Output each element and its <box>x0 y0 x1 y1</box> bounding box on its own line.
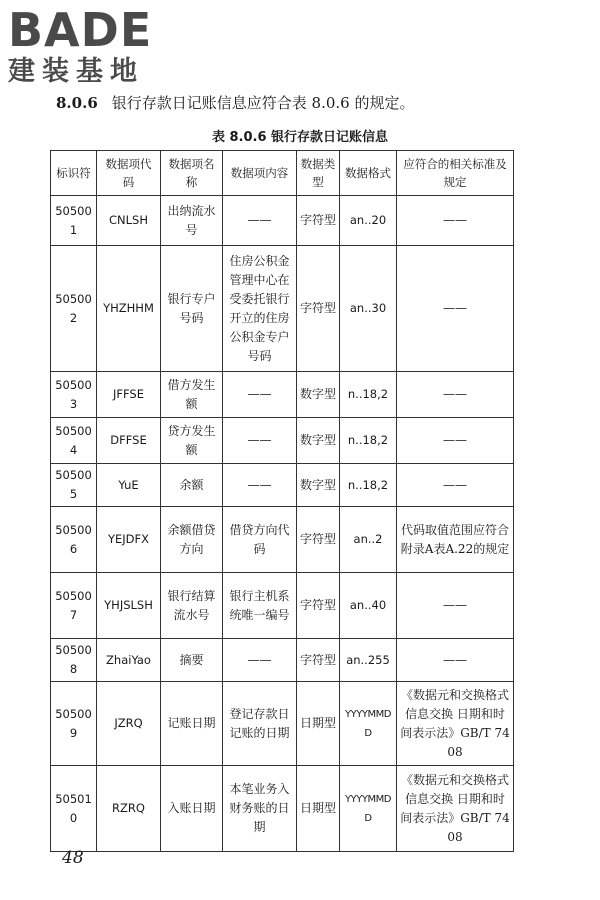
cell-format: YYYYMMDD <box>340 682 397 766</box>
cell-code: YuE <box>97 464 161 507</box>
table-row <box>51 464 514 507</box>
cell-id: 505002 <box>51 246 97 372</box>
cell-code: DFFSE <box>97 418 161 464</box>
cell-name: 银行专户号码 <box>161 246 223 372</box>
cell-code: YHJSLSH <box>97 573 161 639</box>
table-header-row <box>51 151 514 196</box>
table-row <box>51 372 514 418</box>
header-standard: 应符合的相关标准及规定 <box>397 151 514 196</box>
cell-content: 银行主机系统唯一编号 <box>223 573 297 639</box>
cell-content: —— <box>223 372 297 418</box>
cell-code: YHZHHM <box>97 246 161 372</box>
brand-logo <box>8 3 178 94</box>
cell-id: 505005 <box>51 464 97 507</box>
cell-name: 出纳流水号 <box>161 196 223 246</box>
header-item-code: 数据项代码 <box>97 151 161 196</box>
cell-format: n..18,2 <box>340 372 397 418</box>
cell-format: an..40 <box>340 573 397 639</box>
cell-content: 登记存款日记账的日期 <box>223 682 297 766</box>
cell-standard: —— <box>397 573 514 639</box>
cell-name: 摘要 <box>161 639 223 682</box>
cell-format: n..18,2 <box>340 464 397 507</box>
cell-name: 入账日期 <box>161 766 223 852</box>
cell-name: 记账日期 <box>161 682 223 766</box>
cell-id: 505010 <box>51 766 97 852</box>
cell-standard: —— <box>397 639 514 682</box>
cell-code: RZRQ <box>97 766 161 852</box>
table-row <box>51 639 514 682</box>
cell-format: n..18,2 <box>340 418 397 464</box>
table-title: 表 8.0.6 银行存款日记账信息 <box>211 130 389 145</box>
cell-code: YEJDFX <box>97 507 161 573</box>
cell-content: —— <box>223 464 297 507</box>
cell-id: 505007 <box>51 573 97 639</box>
logo-wordmark: BADE <box>8 3 153 57</box>
header-data-format: 数据格式 <box>340 151 397 196</box>
cell-type: 数字型 <box>297 372 340 418</box>
header-item-content: 数据项内容 <box>223 151 297 196</box>
header-item-name: 数据项名称 <box>161 151 223 196</box>
table-row <box>51 507 514 573</box>
cell-name: 贷方发生额 <box>161 418 223 464</box>
cell-name: 余额 <box>161 464 223 507</box>
table-row <box>51 246 514 372</box>
cell-type: 日期型 <box>297 766 340 852</box>
section-text: 银行存款日记账信息应符合表 8.0.6 的规定。 <box>111 94 415 112</box>
section-number: 8.0.6 <box>56 94 98 112</box>
cell-standard: 代码取值范围应符合附录A表A.22的规定 <box>397 507 514 573</box>
cell-content: 住房公积金管理中心在受委托银行开立的住房公积金专户号码 <box>223 246 297 372</box>
cell-type: 字符型 <box>297 507 340 573</box>
cell-format: an..30 <box>340 246 397 372</box>
section-heading <box>56 92 414 113</box>
cell-code: CNLSH <box>97 196 161 246</box>
cell-standard: —— <box>397 246 514 372</box>
table-row <box>51 573 514 639</box>
cell-type: 字符型 <box>297 246 340 372</box>
cell-content: —— <box>223 196 297 246</box>
cell-code: JFFSE <box>97 372 161 418</box>
cell-content: —— <box>223 639 297 682</box>
cell-format: YYYYMMDD <box>340 766 397 852</box>
cell-format: an..20 <box>340 196 397 246</box>
cell-name: 借方发生额 <box>161 372 223 418</box>
table-row <box>51 682 514 766</box>
cell-name: 余额借贷方向 <box>161 507 223 573</box>
cell-id: 505003 <box>51 372 97 418</box>
cell-id: 505009 <box>51 682 97 766</box>
cell-standard: —— <box>397 196 514 246</box>
cell-standard: 《数据元和交换格式 信息交换 日期和时间表示法》GB/T 7408 <box>397 682 514 766</box>
table-row <box>51 766 514 852</box>
cell-id: 505006 <box>51 507 97 573</box>
table-row <box>51 418 514 464</box>
cell-format: an..255 <box>340 639 397 682</box>
cell-content: —— <box>223 418 297 464</box>
header-data-type: 数据类型 <box>297 151 340 196</box>
cell-content: 借贷方向代码 <box>223 507 297 573</box>
cell-id: 505008 <box>51 639 97 682</box>
cell-id: 505001 <box>51 196 97 246</box>
cell-name: 银行结算流水号 <box>161 573 223 639</box>
cell-type: 字符型 <box>297 196 340 246</box>
cell-code: JZRQ <box>97 682 161 766</box>
cell-standard: 《数据元和交换格式 信息交换 日期和时间表示法》GB/T 7408 <box>397 766 514 852</box>
cell-code: ZhaiYao <box>97 639 161 682</box>
logo-subtitle: 建装基地 <box>8 56 144 87</box>
page-number: 48 <box>62 848 84 868</box>
cell-type: 字符型 <box>297 573 340 639</box>
table-row <box>51 196 514 246</box>
cell-content: 本笔业务入财务账的日期 <box>223 766 297 852</box>
cell-type: 数字型 <box>297 464 340 507</box>
header-identifier: 标识符 <box>51 151 97 196</box>
cell-type: 日期型 <box>297 682 340 766</box>
cell-type: 字符型 <box>297 639 340 682</box>
cell-standard: —— <box>397 464 514 507</box>
cell-standard: —— <box>397 418 514 464</box>
cell-type: 数字型 <box>297 418 340 464</box>
cell-standard: —— <box>397 372 514 418</box>
cell-format: an..2 <box>340 507 397 573</box>
cell-id: 505004 <box>51 418 97 464</box>
bank-deposit-journal-table <box>50 150 514 852</box>
